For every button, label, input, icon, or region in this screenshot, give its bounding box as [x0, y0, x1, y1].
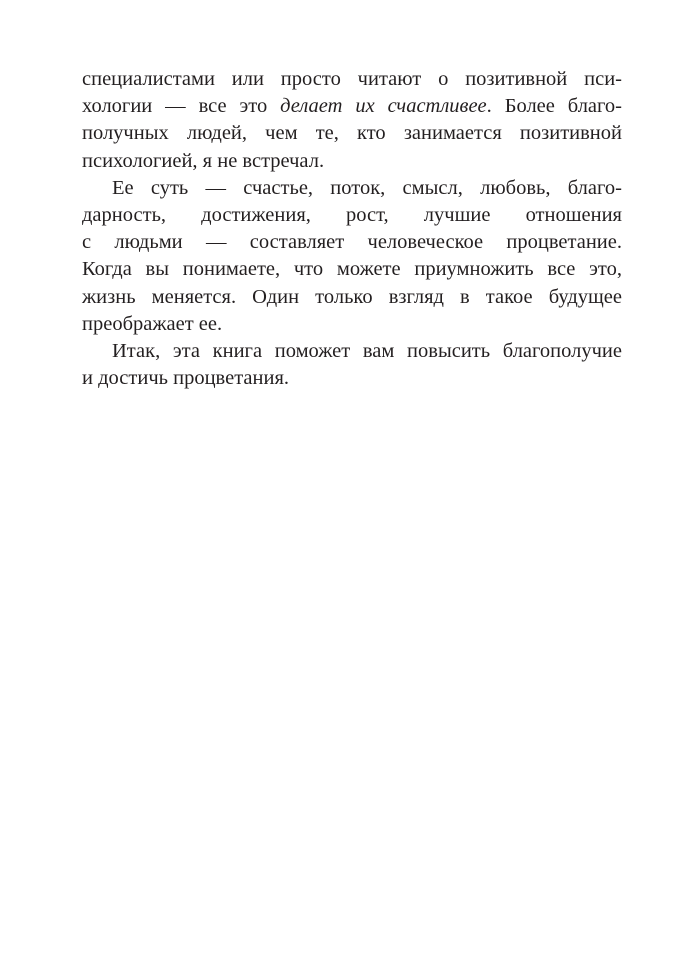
paragraph-1 [82, 66, 622, 175]
text-line: дарность, достижения, рост, лучшие отношения [82, 203, 622, 226]
italic-emphasis: делает их счастливее [280, 95, 487, 118]
body-text [82, 66, 622, 392]
text-line: получных людей, чем те, кто занимается позитивной [82, 122, 622, 145]
text-line: специалистами или просто читают о позитивной пси- [82, 68, 622, 90]
text-line: Итак, эта книга поможет вам повысить благополучие [112, 339, 622, 362]
text-line: психологией, я не встречал. [82, 149, 325, 172]
paragraph-3 [82, 338, 622, 392]
text-line: жизнь меняется. Один только взгляд в такое будущее [82, 285, 622, 308]
paragraph-2 [82, 175, 622, 338]
text-line: Когда вы понимаете, что можете приумножить все это, [82, 258, 622, 281]
text-line [82, 93, 622, 120]
text-run: хологии — все это [82, 95, 281, 118]
text-run: . Более благо- [486, 95, 622, 118]
text-line: с людьми — составляет человеческое процветание. [82, 231, 622, 254]
text-line: и достичь процветания. [82, 367, 290, 390]
text-line: Ее суть — счастье, поток, смысл, любовь, благо- [112, 176, 622, 199]
text-line: преображает ее. [82, 312, 223, 335]
